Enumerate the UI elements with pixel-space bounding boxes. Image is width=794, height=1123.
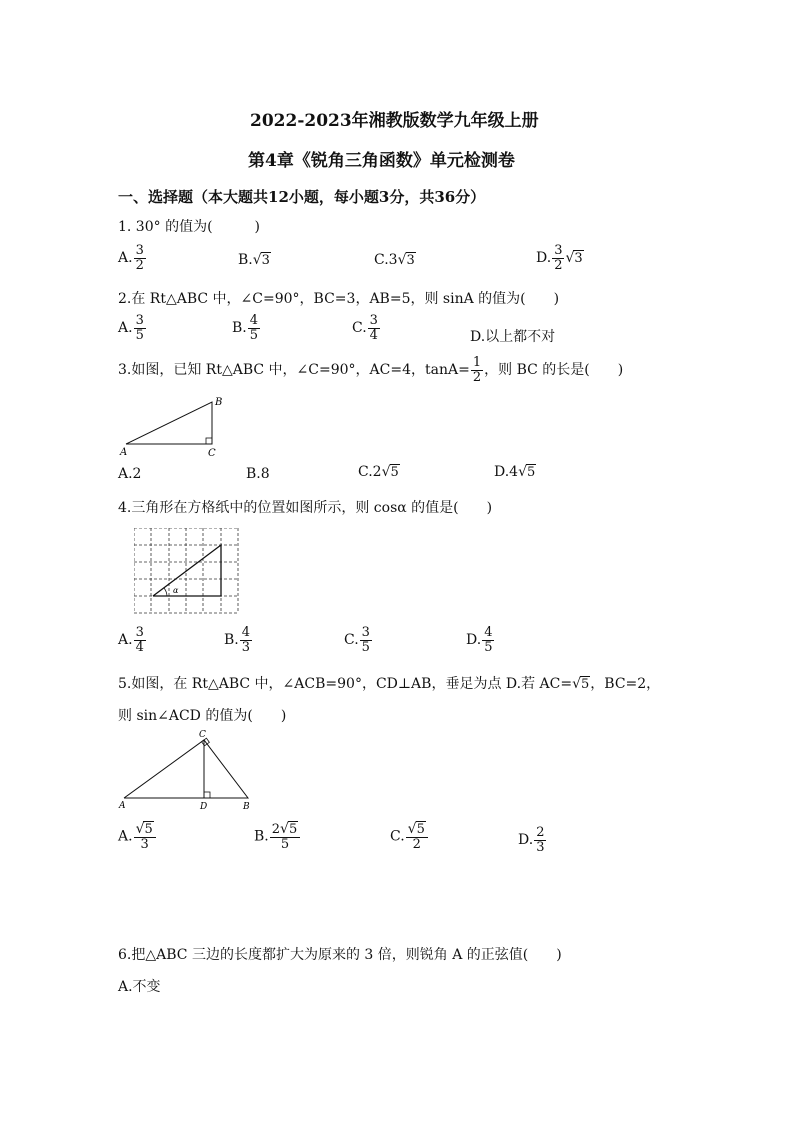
q5-label-c: C: [199, 730, 206, 740]
q2-option-b: B. $\frac{4}{5}$: [232, 313, 259, 343]
q1-stem: 1. 30° 的值为( ): [118, 219, 260, 235]
q4-option-c: C. $\frac{3}{5}$: [344, 625, 370, 655]
q5-option-d: D. $\frac{2}{3}$: [518, 825, 545, 855]
section-heading: 一、选择题（本大题共12小题，每小题3分，共36分）: [118, 188, 486, 206]
q2-option-a: A. $\frac{3}{5}$: [118, 313, 144, 343]
q3-label-a: A: [120, 447, 128, 458]
q4-option-a: A. $\frac{3}{4}$: [118, 625, 144, 655]
q2-option-c: C. $\frac{3}{4}$: [352, 313, 378, 343]
q4-alpha-label: α: [173, 586, 179, 595]
q5-option-a: A. $\frac{√5}{3}$: [118, 822, 157, 851]
title-line-2: 第4章《锐角三角函数》单元检测卷: [248, 151, 515, 171]
q5-label-d: D: [200, 802, 208, 812]
q4-option-b: B. $\frac{4}{3}$: [224, 625, 251, 655]
q1-option-d: D. $\frac{3}{2}$ √3: [536, 243, 583, 273]
q5-stem-line-2: 则 sin∠ACD 的值为( ): [118, 708, 287, 724]
q4-stem: 4.三角形在方格纸中的位置如图所示，则 cosα 的值是( ): [118, 500, 493, 516]
q4-option-d: D. $\frac{4}{5}$: [466, 625, 493, 655]
q3-option-a: A.2: [118, 466, 142, 482]
q3-option-d: D.4√5: [494, 464, 536, 480]
q1-option-b: B.√3: [238, 252, 270, 268]
q3-label-b: B: [215, 397, 223, 408]
q3-option-b: B.8: [246, 466, 270, 482]
q2-option-d: D.以上都不对: [470, 329, 556, 345]
q4-grid-figure: [134, 528, 240, 618]
q5-label-b: B: [243, 802, 250, 812]
q1-option-a: A. $\frac{3}{2}$: [118, 243, 144, 273]
q5-label-a: A: [119, 801, 126, 811]
q5-option-b: B. $\frac{2√5}{5}$: [254, 822, 301, 851]
title-line-1: 2022-2023年湘教版数学九年级上册: [250, 111, 539, 131]
q3-stem: 3.如图，已知 Rt△ABC 中，∠C=90°，AC=4，tanA= $\frac{1}{2}$ ，则 BC 的长是( ): [118, 355, 624, 385]
q6-stem: 6.把△ABC 三边的长度都扩大为原来的 3 倍，则锐角 A 的正弦值( ): [118, 947, 562, 963]
q6-option-a: A.不变: [118, 979, 161, 995]
q5-option-c: C. $\frac{√5}{2}$: [390, 822, 429, 851]
q2-stem: 2.在 Rt△ABC 中，∠C=90°，BC=3，AB=5，则 sinA 的值为( ): [118, 291, 560, 307]
q3-option-c: C.2√5: [358, 464, 399, 480]
q3-label-c: C: [208, 448, 216, 459]
q5-triangle-figure: [118, 728, 258, 812]
q1-option-c: C.3√3: [374, 252, 415, 268]
q5-stem-line-1: 5.如图，在 Rt△ABC 中，∠ACB=90°，CD⊥AB，垂足为点 D.若 AC=√5，BC=2，: [118, 676, 661, 692]
q3-triangle-figure: [118, 394, 228, 460]
